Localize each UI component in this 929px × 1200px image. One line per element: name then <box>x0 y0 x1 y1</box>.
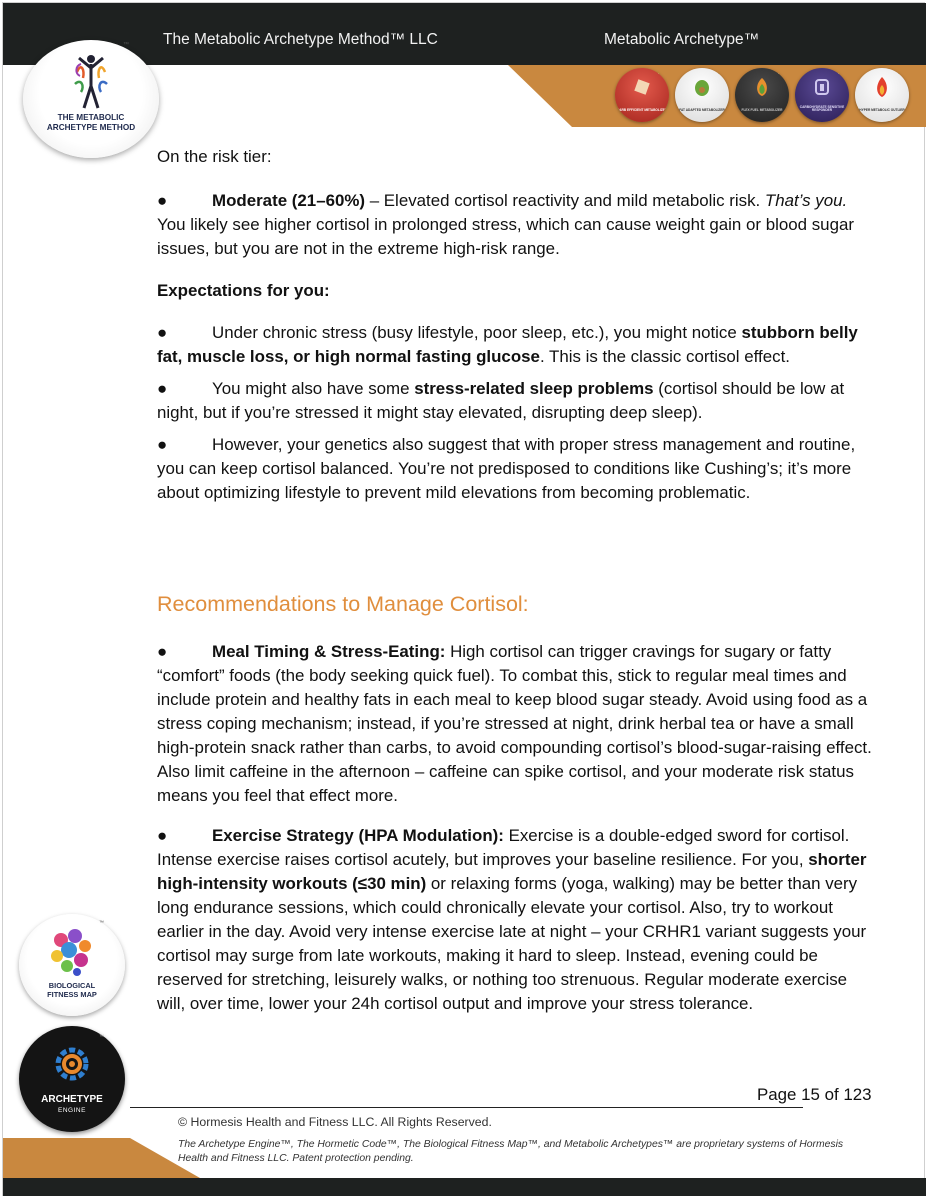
grain-icon <box>633 78 651 96</box>
biological-fitness-map-logo: ™ BIOLOGICAL FITNESS MAP <box>19 914 125 1016</box>
brain-network-icon <box>47 926 97 978</box>
human-figure-icon <box>71 52 111 110</box>
flame-icon <box>874 76 890 98</box>
document-body <box>157 145 877 505</box>
badge-carb-efficient: ™ CARB EFFICIENT METABOLIZER <box>615 68 669 122</box>
risk-tier-intro: On the risk tier: <box>157 147 272 166</box>
footer-divider <box>130 1107 803 1108</box>
header-company-name: The Metabolic Archetype Method™ LLC <box>163 31 438 48</box>
gear-icon <box>52 1044 92 1084</box>
header-product-name: Metabolic Archetype™ <box>604 31 760 48</box>
copyright-notice: © Hormesis Health and Fitness LLC. All Rights Reserved. <box>178 1115 492 1129</box>
recommendation-meal-timing: ● Meal Timing & Stress-Eating: High cortisol can trigger cravings for sugary or fatty “comfort” foods (the body seeking quick fuel). To combat this, stick to regular meal times and include protein and healthy fats in each meal to keep blood sugar steady. Avoid using food as a stress coping mechanism; instead, if you’re stressed at night, drink herbal tea or have a small high-protein snack rather than carbs, to avoid compounding cortisol’s blood-sugar-raising effect. Also limit caffeine in the afternoon – caffeine can spike cortisol, and your moderate risk status means you feel that effect more. <box>157 642 872 805</box>
archetype-engine-logo: ™ ARCHETYPE ENGINE <box>19 1026 125 1132</box>
badge-hyper-metabolic: ™ HYPER METABOLIC OUTLIER <box>855 68 909 122</box>
page-number: Page 15 of 123 <box>757 1085 872 1104</box>
expectation-item-1: ● Under chronic stress (busy lifestyle, poor sleep, etc.), you might notice stubborn belly fat, muscle loss, or high normal fasting glucose. This is the classic cortisol effect. <box>157 323 858 366</box>
badge-fat-adapted: ™ FAT ADAPTED METABOLIZER <box>675 68 729 122</box>
footer-band <box>0 1130 929 1200</box>
recommendations-heading: Recommendations to Manage Cortisol: <box>157 592 529 616</box>
expectation-item-2: ● You might also have some stress-related sleep problems (cortisol should be low at night, but if you’re stressed it might stay elevated, disrupting deep sleep). <box>157 379 845 422</box>
badge-carb-sensitive: ™ CARBOHYDRATE SENSITIVE RESPONDER <box>795 68 849 122</box>
recommendation-exercise: ● Exercise Strategy (HPA Modulation): Exercise is a double-edged sword for cortisol. Intense exercise raises cortisol acutely, but improves your baseline resilience. For you, shorter high-intensity workouts (≤30 min) or relaxing forms (yoga, walking) may be better than very long endurance sessions, which could chronically elevate your cortisol. Also, try to workout earlier in the day. Avoid very intense exercise late at night – your CRHR1 variant suggests your cortisol may surge from late workouts, making it hard to sleep. Instead, evening could be reserved for stretching, leisurely walks, or nothing too strenuous. Regular moderate exercise will, over time, lower your 24h cortisol output and improve your stress tolerance. <box>157 826 867 1013</box>
flame-leaf-icon <box>753 76 771 98</box>
expectation-item-3: ● However, your genetics also suggest that with proper stress management and routine, you can keep cortisol balanced. You’re not predisposed to conditions like Cushing’s; it’s more about optimizing lifestyle to prevent mild elevations from becoming problematic. <box>157 435 856 502</box>
trademark-disclaimer: The Archetype Engine™, The Hormetic Code™, The Biological Fitness Map™, and Metabolic Archetypes™ are proprietary systems of Hormesis Health and Fitness LLC. Patent protection pending. <box>178 1139 844 1164</box>
archetype-badges <box>615 68 910 124</box>
avocado-icon <box>692 77 712 97</box>
recommendations-body <box>157 640 877 1016</box>
metabolic-archetype-logo: ™ THE METABOLIC ARCHETYPE METHOD <box>23 40 159 158</box>
moderate-paragraph: ● Moderate (21–60%) – Elevated cortisol reactivity and mild metabolic risk. That’s you. You likely see higher cortisol in prolonged stress, which can cause weight gain or blood sugar issues, but you are not in the extreme high-risk range. <box>157 191 854 258</box>
badge-flex-fuel: ™ FLEX FUEL METABOLIZER <box>735 68 789 122</box>
gauge-icon <box>814 78 830 96</box>
expectations-heading: Expectations for you: <box>157 281 330 300</box>
